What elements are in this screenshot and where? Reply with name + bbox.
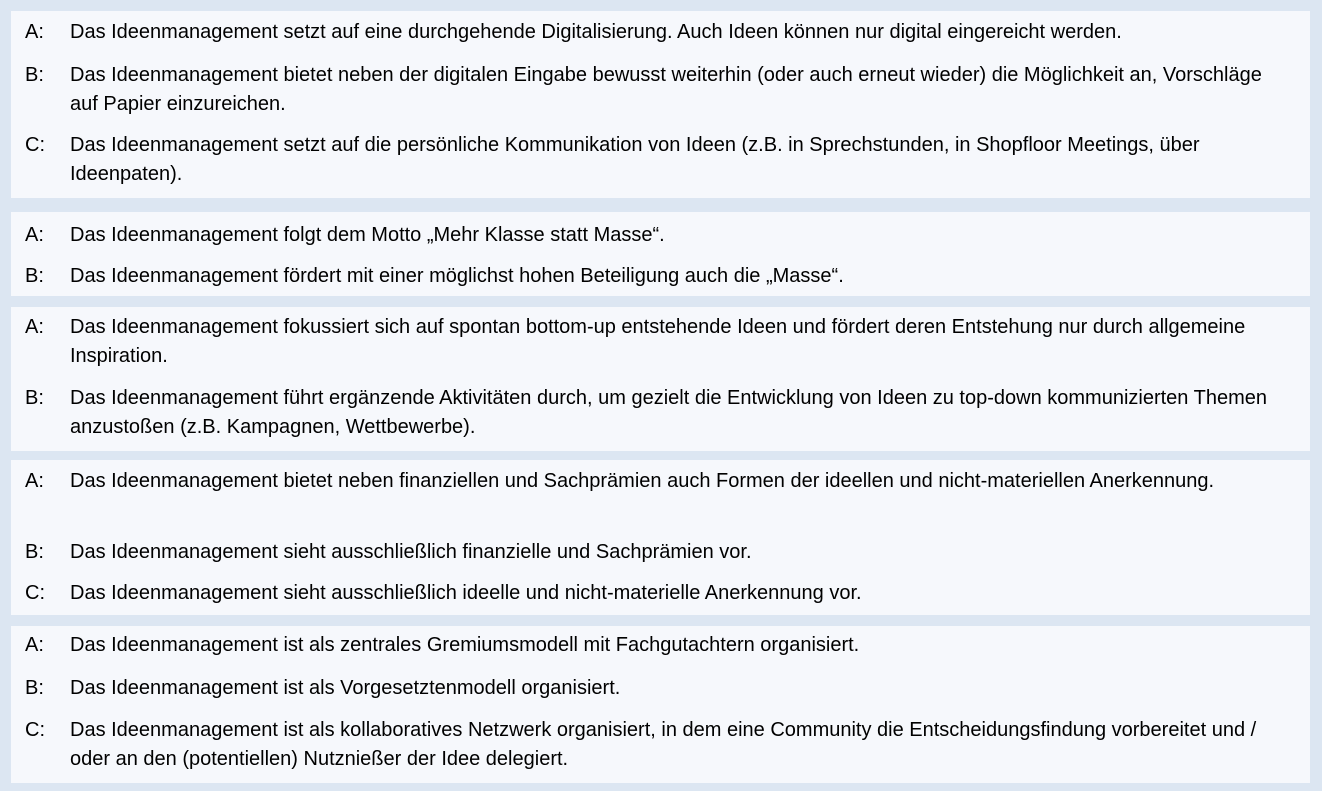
option-letter: A: xyxy=(25,634,44,656)
option-text: Das Ideenmanagement führt ergänzende Aktivitäten durch, um gezielt die Entwicklung von Ideen zu top-down kommunizierten Themen anzustoßen (z.B. Kampagnen, Wettbewerbe). xyxy=(70,387,1267,438)
option-text: Das Ideenmanagement bietet neben der digitalen Eingabe bewusst weiterhin (oder auch erneut wieder) die Möglichkeit an, Vorschläge auf Papier einzureichen. xyxy=(70,64,1262,115)
option-text: Das Ideenmanagement bietet neben finanziellen und Sachprämien auch Formen der ideellen und nicht-materiellen Anerkennung. xyxy=(70,470,1215,492)
option-text: Das Ideenmanagement setzt auf die persönliche Kommunikation von Ideen (z.B. in Sprechstunden, in Shopfloor Meetings, über Ideenpaten). xyxy=(70,134,1200,185)
option-group-2 xyxy=(11,212,1310,296)
option-letter: C: xyxy=(25,719,45,741)
option-text: Das Ideenmanagement fördert mit einer möglichst hohen Beteiligung auch die „Masse“. xyxy=(70,265,844,287)
option-text: Das Ideenmanagement ist als zentrales Gremiumsmodell mit Fachgutachtern organisiert. xyxy=(70,634,860,656)
option-letter: B: xyxy=(25,541,44,563)
option-text: Das Ideenmanagement sieht ausschließlich ideelle und nicht-materielle Anerkennung vor. xyxy=(70,582,862,604)
option-letter: C: xyxy=(25,134,45,156)
option-letter: A: xyxy=(25,21,44,43)
option-group-5 xyxy=(11,626,1310,783)
option-text: Das Ideenmanagement setzt auf eine durchgehende Digitalisierung. Auch Ideen können nur digital eingereicht werden. xyxy=(70,21,1122,43)
option-text: Das Ideenmanagement ist als Vorgesetztenmodell organisiert. xyxy=(70,677,621,699)
option-letter: B: xyxy=(25,677,44,699)
option-text: Das Ideenmanagement ist als kollaboratives Netzwerk organisiert, in dem eine Community die Entscheidungsfindung vorbereitet und / oder an den (potentiellen) Nutznießer der Idee delegiert. xyxy=(70,719,1257,770)
option-group-4 xyxy=(11,460,1310,615)
option-group-1 xyxy=(11,11,1310,198)
option-letter: B: xyxy=(25,387,44,409)
option-text: Das Ideenmanagement fokussiert sich auf spontan bottom-up entstehende Ideen und fördert deren Entstehung nur durch allgemeine Inspiration. xyxy=(70,316,1246,367)
option-text: Das Ideenmanagement sieht ausschließlich finanzielle und Sachprämien vor. xyxy=(70,541,752,563)
option-group-3 xyxy=(11,307,1310,451)
option-letter: C: xyxy=(25,582,45,604)
option-letter: A: xyxy=(25,470,44,492)
option-letter: B: xyxy=(25,64,44,86)
option-text: Das Ideenmanagement folgt dem Motto „Mehr Klasse statt Masse“. xyxy=(70,224,665,246)
option-letter: B: xyxy=(25,265,44,287)
option-letter: A: xyxy=(25,316,44,338)
option-letter: A: xyxy=(25,224,44,246)
